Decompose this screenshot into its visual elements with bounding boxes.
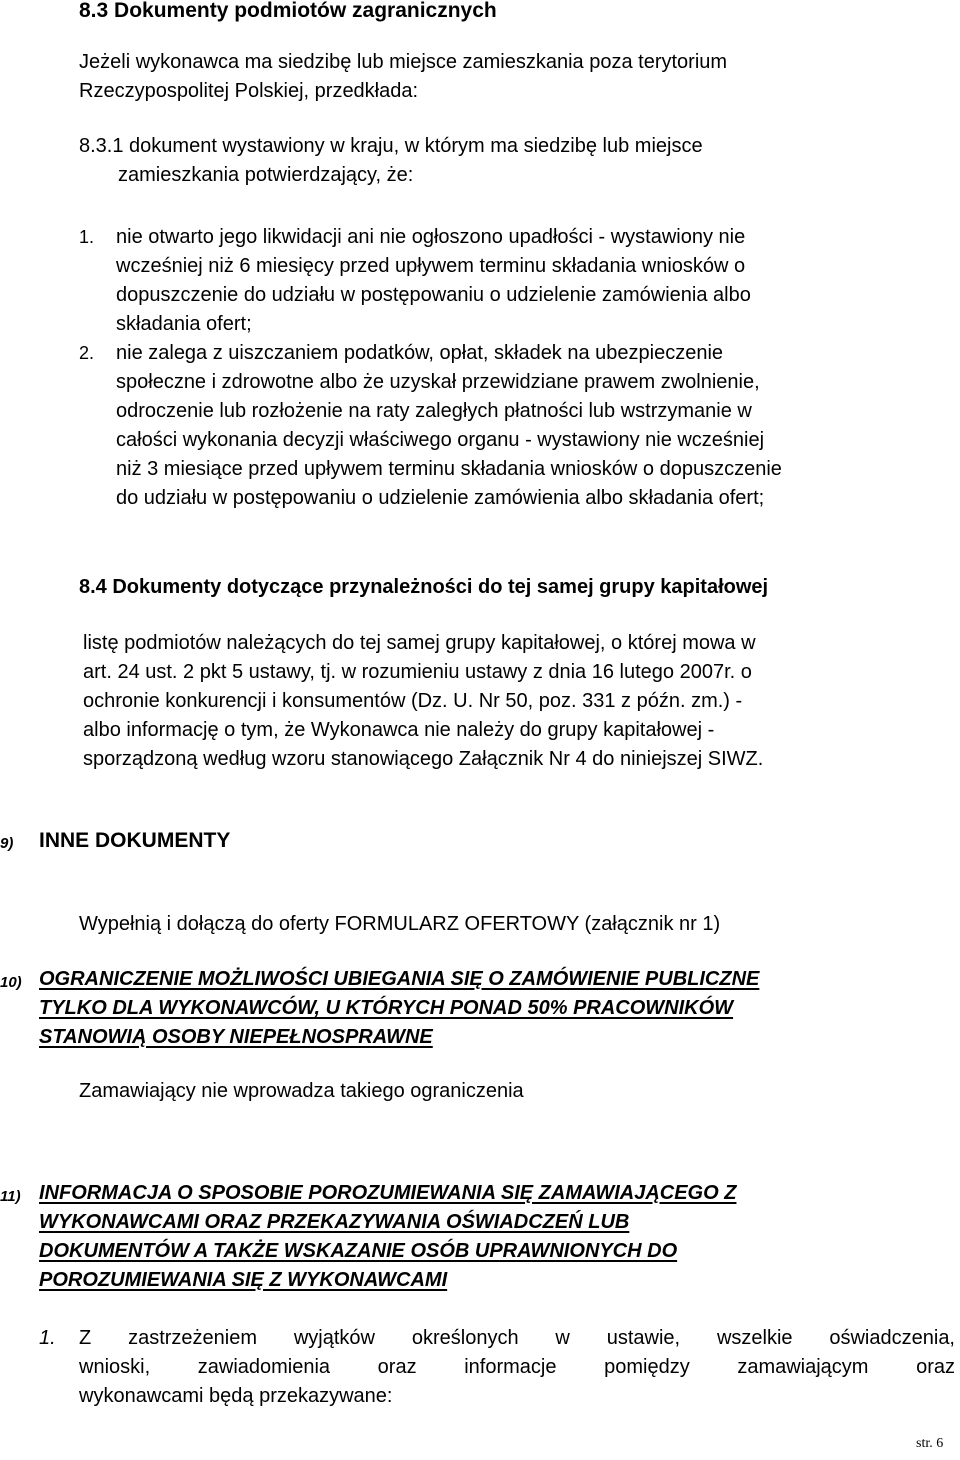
intro-line-2: Rzeczypospolitej Polskiej, przedkłada: — [79, 80, 419, 102]
section-8-4-line-4: albo informację o tym, że Wykonawca nie należy do grupy kapitałowej - — [83, 719, 715, 741]
section-11-heading-line-1: INFORMACJA O SPOSOBIE POROZUMIEWANIA SIĘ ZAMAWIAJĄCEGO Z — [39, 1182, 737, 1204]
section-11-heading-line-4: POROZUMIEWANIA SIĘ Z WYKONAWCAMI — [39, 1269, 448, 1291]
item-1-line-3: dopuszczenie do udziału w postępowaniu o udzielenie zamówienia albo — [116, 284, 751, 306]
section-10-heading-line-3: STANOWIĄ OSOBY NIEPEŁNOSPRAWNE — [39, 1026, 433, 1048]
section-11-item-line-1: Z zastrzeżeniem wyjątków określonych w ustawie, wszelkie oświadczenia, — [79, 1327, 955, 1349]
section-11-heading-line-2: WYKONAWCAMI ORAZ PRZEKAZYWANIA OŚWIADCZEŃ LUB — [39, 1211, 630, 1233]
item-2-line-5: niż 3 miesiące przed upływem terminu składania wniosków o dopuszczenie — [116, 458, 782, 480]
item-2-line-6: do udziału w postępowaniu o udzielenie zamówienia albo składania ofert; — [116, 487, 765, 509]
subsection-8-3-1-line-1: 8.3.1 dokument wystawiony w kraju, w którym ma siedzibę lub miejsce — [79, 135, 703, 157]
list-number-2: 2. — [79, 343, 95, 363]
section-11-item-line-3: wykonawcami będą przekazywane: — [79, 1385, 393, 1407]
item-2-line-4: całości wykonania decyzji właściwego organu - wystawiony nie wcześniej — [116, 429, 765, 451]
section-8-4-heading: 8.4 Dokumenty dotyczące przynależności do tej samej grupy kapitałowej — [79, 576, 769, 598]
section-8-4-line-1: listę podmiotów należących do tej samej grupy kapitałowej, o której mowa w — [83, 632, 756, 654]
item-2-line-2: społeczne i zdrowotne albo że uzyskał przewidziane prawem zwolnienie, — [116, 371, 760, 393]
section-9-heading: INNE DOKUMENTY — [39, 829, 231, 852]
section-8-4-line-5: sporządzoną według wzoru stanowiącego Załącznik Nr 4 do niniejszej SIWZ. — [83, 748, 764, 770]
section-11-item-line-2: wnioski, zawiadomienia oraz informacje pomiędzy zamawiającym oraz — [79, 1356, 955, 1378]
section-11-number: 11) — [0, 1188, 21, 1205]
section-8-4-line-2: art. 24 ust. 2 pkt 5 ustawy, tj. w rozumieniu ustawy z dnia 16 lutego 2007r. o — [83, 661, 752, 683]
section-10-heading-line-2: TYLKO DLA WYKONAWCÓW, U KTÓRYCH PONAD 50% PRACOWNIKÓW — [39, 997, 734, 1019]
intro-line-1: Jeżeli wykonawca ma siedzibę lub miejsce zamieszkania poza terytorium — [79, 51, 728, 73]
item-1-line-4: składania ofert; — [116, 313, 252, 335]
subsection-8-3-1-line-2: zamieszkania potwierdzający, że: — [118, 164, 414, 186]
section-10-number: 10) — [0, 974, 22, 991]
section-11-item-number: 1. — [39, 1327, 56, 1349]
page-number: str. 6 — [916, 1436, 944, 1451]
list-number-1: 1. — [79, 227, 95, 247]
section-8-3-heading: 8.3 Dokumenty podmiotów zagranicznych — [79, 0, 497, 22]
section-8-4-line-3: ochronie konkurencji i konsumentów (Dz. U. Nr 50, poz. 331 z późn. zm.) - — [83, 690, 743, 712]
section-9-number: 9) — [0, 835, 14, 852]
section-10-heading-line-1: OGRANICZENIE MOŻLIWOŚCI UBIEGANIA SIĘ O ZAMÓWIENIE PUBLICZNE — [39, 968, 760, 990]
section-10-text: Zamawiający nie wprowadza takiego ograniczenia — [79, 1080, 524, 1102]
section-11-heading-line-3: DOKUMENTÓW A TAKŻE WSKAZANIE OSÓB UPRAWNIONYCH DO — [39, 1240, 678, 1262]
item-1-line-1: nie otwarto jego likwidacji ani nie ogłoszono upadłości - wystawiony nie — [116, 226, 746, 248]
section-9-text: Wypełnią i dołączą do oferty FORMULARZ OFERTOWY (załącznik nr 1) — [79, 913, 721, 935]
item-1-line-2: wcześniej niż 6 miesięcy przed upływem terminu składania wniosków o — [116, 255, 746, 277]
item-2-line-1: nie zalega z uiszczaniem podatków, opłat, składek na ubezpieczenie — [116, 342, 724, 364]
item-2-line-3: odroczenie lub rozłożenie na raty zaległych płatności lub wstrzymanie w — [116, 400, 752, 422]
